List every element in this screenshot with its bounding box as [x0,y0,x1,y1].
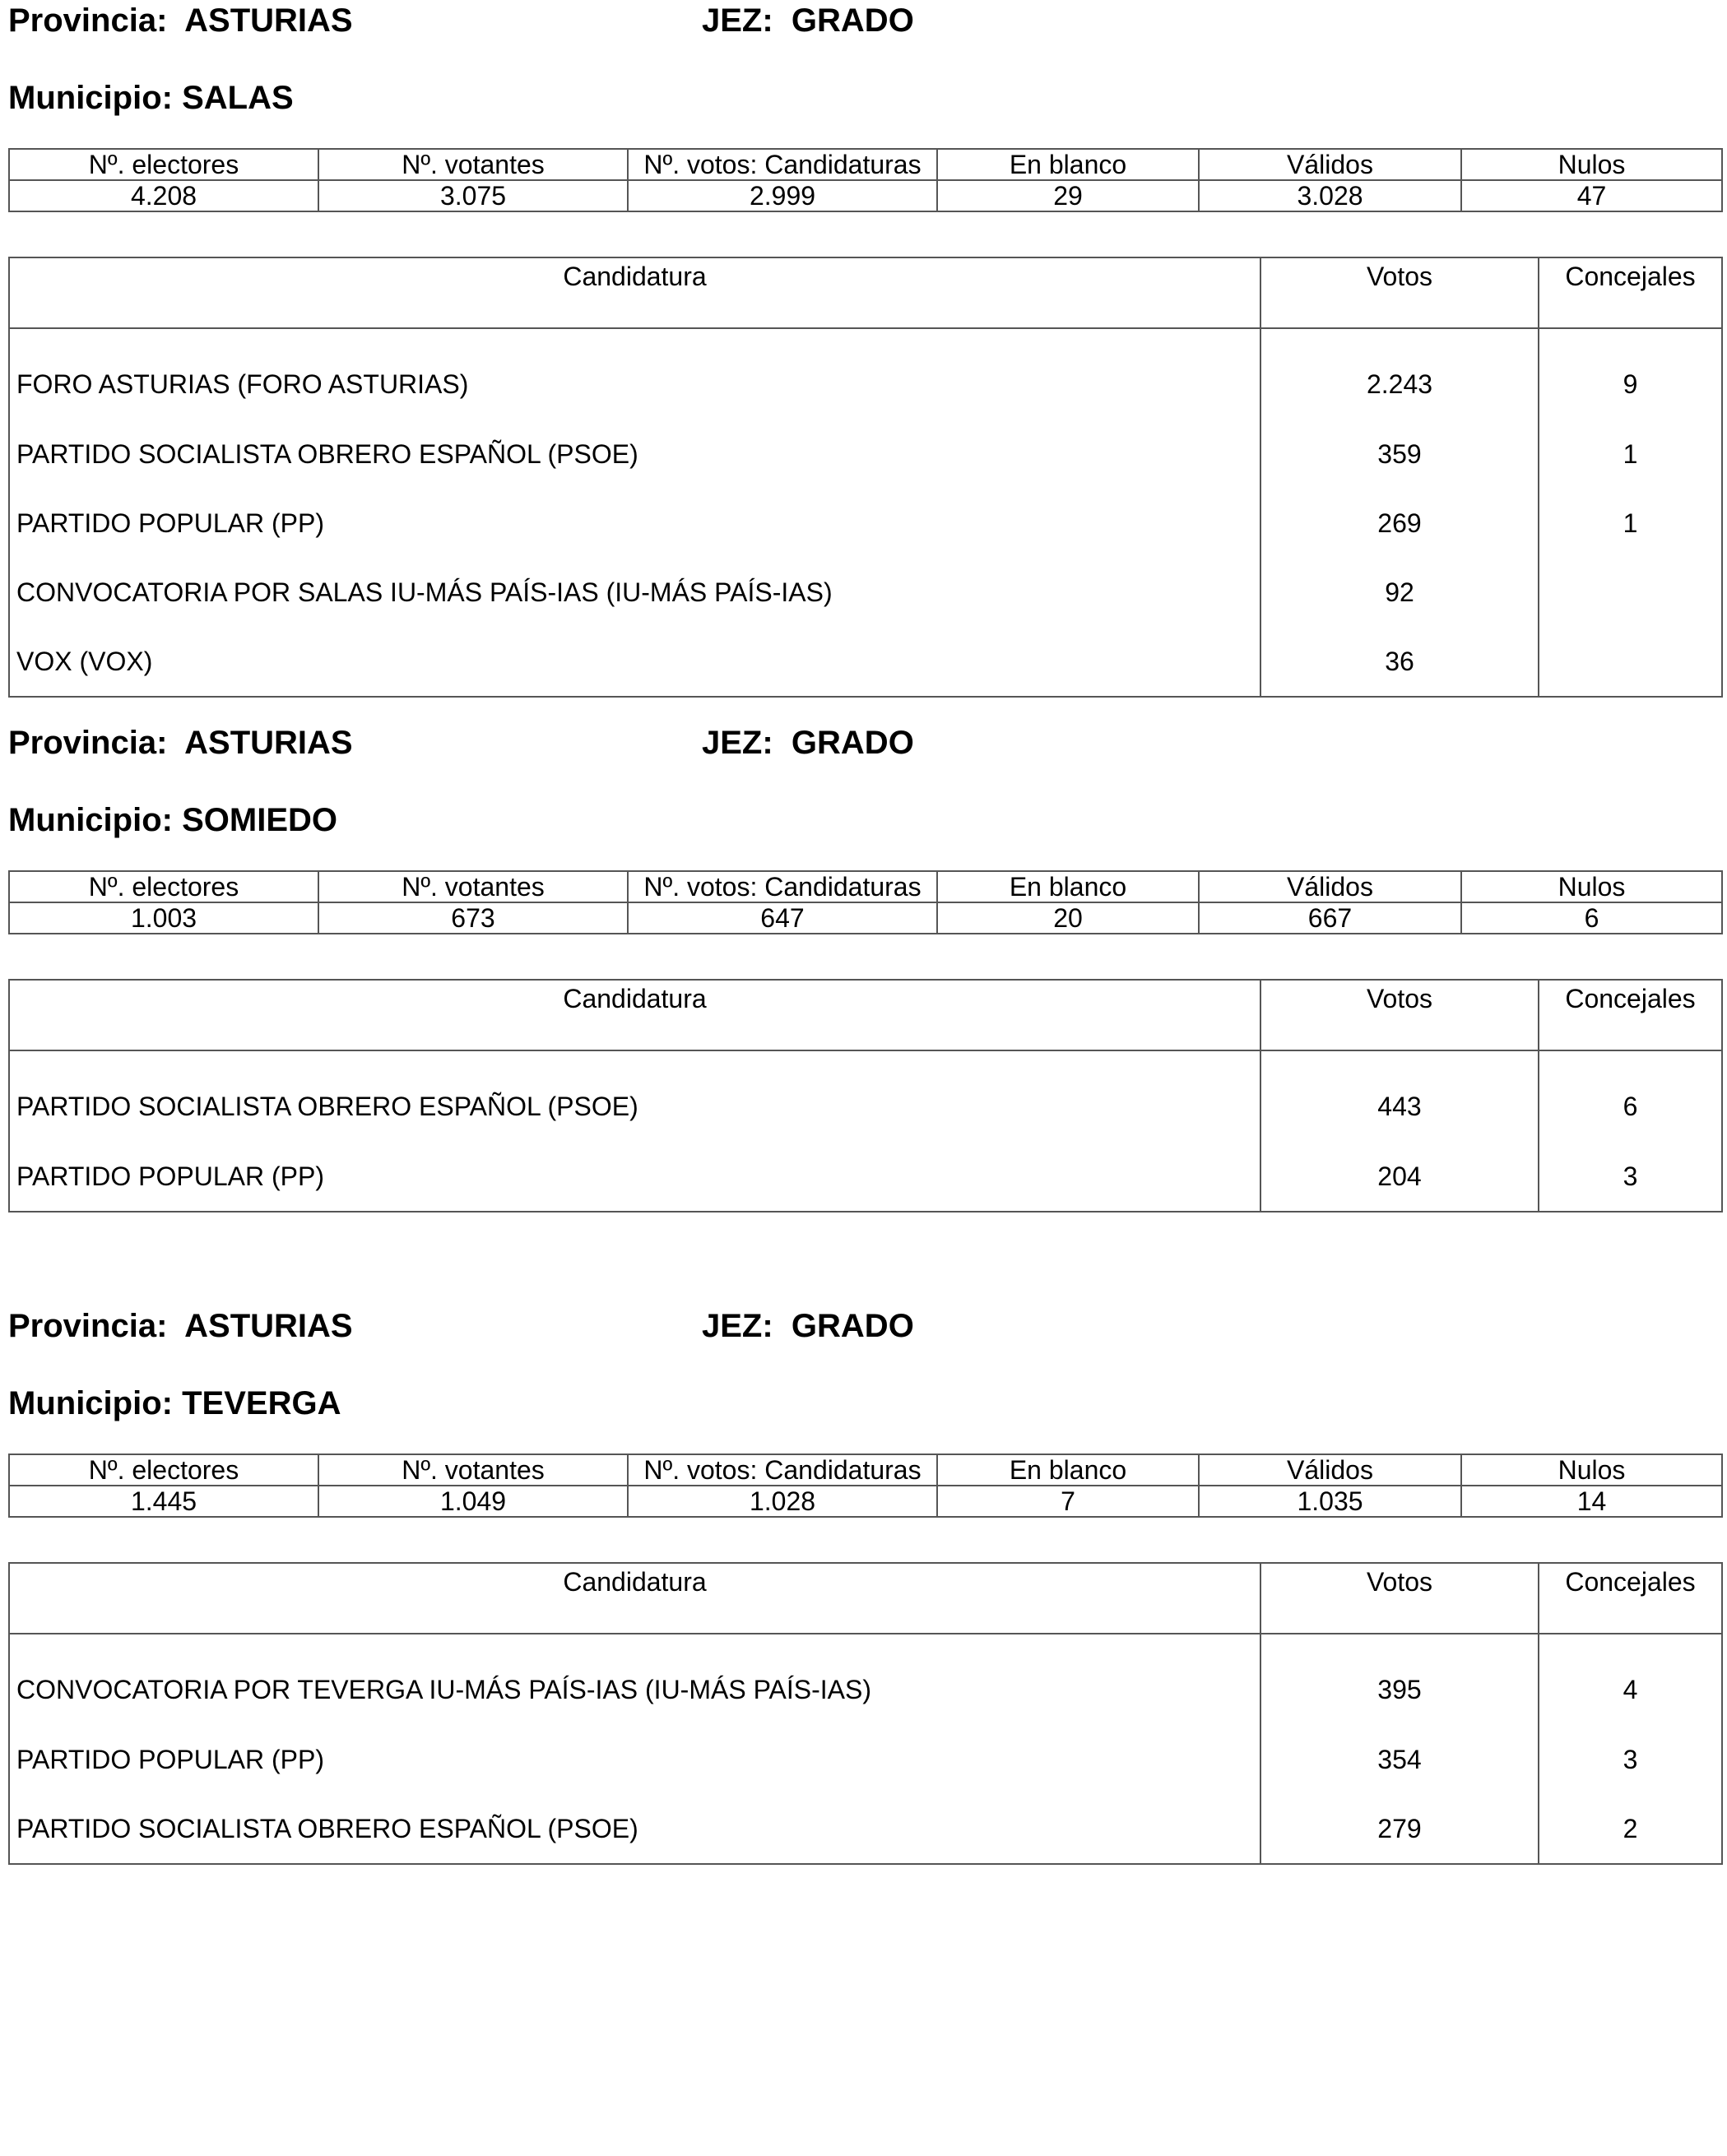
candidatura-concejales: 3 [1539,1725,1722,1794]
candidatura-votos: 92 [1260,558,1539,627]
stats-value-cell: 1.049 [318,1486,628,1517]
stats-header-cell: Nº. votantes [318,1454,628,1486]
provincia-value: ASTURIAS [184,725,353,761]
stats-header-cell: Válidos [1199,871,1461,902]
candidatura-name: FORO ASTURIAS (FORO ASTURIAS) [9,328,1260,420]
section-header [8,722,914,763]
stats-header-cell: Nº. votos: Candidaturas [628,149,937,180]
candidatura-row [9,420,1722,489]
stats-value-cell: 667 [1199,902,1461,934]
stats-value-row [9,180,1722,211]
candidaturas-header-cell: Votos [1260,980,1539,1050]
stats-table [8,870,1723,934]
stats-value-cell: 47 [1461,180,1722,211]
stats-header-cell: Nº. electores [9,149,318,180]
candidaturas-header-cell: Candidatura [9,1563,1260,1634]
stats-value-cell: 3.075 [318,180,628,211]
candidaturas-header-cell: Candidatura [9,980,1260,1050]
stats-header-cell: Nº. votantes [318,149,628,180]
municipio-label: Municipio: [8,80,173,116]
candidatura-concejales [1539,627,1722,697]
candidatura-row [9,558,1722,627]
stats-value-cell: 14 [1461,1486,1722,1517]
candidaturas-header-cell: Votos [1260,257,1539,328]
candidatura-row [9,1725,1722,1794]
candidatura-concejales: 1 [1539,420,1722,489]
provincia-label: Provincia: [8,2,168,39]
candidaturas-table [8,979,1723,1212]
stats-header-row [9,871,1722,902]
candidatura-votos: 204 [1260,1142,1539,1212]
candidatura-votos: 279 [1260,1794,1539,1864]
stats-header-cell: Nulos [1461,871,1722,902]
municipio-value: SALAS [182,80,294,116]
candidaturas-header-cell: Candidatura [9,257,1260,328]
municipio-label: Municipio: [8,802,173,838]
candidatura-name: PARTIDO SOCIALISTA OBRERO ESPAÑOL (PSOE) [9,420,1260,489]
candidatura-votos: 359 [1260,420,1539,489]
jez-group [702,722,914,763]
candidatura-votos: 2.243 [1260,328,1539,420]
candidatura-votos: 395 [1260,1634,1539,1725]
candidatura-row [9,328,1722,420]
provincia-value: ASTURIAS [184,1308,353,1344]
stats-value-cell: 1.445 [9,1486,318,1517]
stats-value-cell: 673 [318,902,628,934]
jez-value: GRADO [791,725,914,761]
stats-header-cell: En blanco [937,149,1199,180]
stats-value-cell: 3.028 [1199,180,1461,211]
stats-value-cell: 647 [628,902,937,934]
candidaturas-header-cell: Concejales [1539,257,1722,328]
municipio-label: Municipio: [8,1385,173,1421]
candidatura-name: VOX (VOX) [9,627,1260,697]
municipio-title [8,1383,341,1424]
candidatura-name: PARTIDO SOCIALISTA OBRERO ESPAÑOL (PSOE) [9,1050,1260,1142]
section-header [8,0,914,41]
candidatura-name: PARTIDO POPULAR (PP) [9,1142,1260,1212]
stats-header-cell: Nº. votantes [318,871,628,902]
jez-group [702,0,914,41]
stats-value-cell: 7 [937,1486,1199,1517]
stats-header-cell: Válidos [1199,149,1461,180]
jez-group [702,1305,914,1347]
candidatura-concejales: 3 [1539,1142,1722,1212]
stats-value-cell: 1.035 [1199,1486,1461,1517]
municipio-title [8,800,337,841]
stats-value-cell: 4.208 [9,180,318,211]
stats-header-row [9,149,1722,180]
jez-label: JEZ: [702,725,773,761]
candidatura-name: PARTIDO POPULAR (PP) [9,489,1260,558]
jez-label: JEZ: [702,1308,773,1344]
candidatura-row [9,1634,1722,1725]
stats-header-cell: Nº. votos: Candidaturas [628,871,937,902]
stats-value-row [9,1486,1722,1517]
candidatura-name: CONVOCATORIA POR SALAS IU-MÁS PAÍS-IAS (IU-MÁS PAÍS-IAS) [9,558,1260,627]
stats-value-cell: 1.028 [628,1486,937,1517]
candidaturas-header-cell: Concejales [1539,980,1722,1050]
stats-table [8,148,1723,212]
candidatura-row [9,489,1722,558]
stats-header-cell: En blanco [937,871,1199,902]
provincia-value: ASTURIAS [184,2,353,39]
candidatura-row [9,1794,1722,1864]
candidatura-concejales [1539,558,1722,627]
candidatura-name: CONVOCATORIA POR TEVERGA IU-MÁS PAÍS-IAS (IU-MÁS PAÍS-IAS) [9,1634,1260,1725]
stats-table [8,1454,1723,1518]
candidaturas-header-row [9,1563,1722,1634]
stats-value-cell: 2.999 [628,180,937,211]
stats-value-cell: 1.003 [9,902,318,934]
candidatura-name: PARTIDO SOCIALISTA OBRERO ESPAÑOL (PSOE) [9,1794,1260,1864]
candidatura-row [9,1050,1722,1142]
stats-value-cell: 6 [1461,902,1722,934]
municipio-value: SOMIEDO [182,802,337,838]
stats-header-cell: Nulos [1461,1454,1722,1486]
stats-header-cell: Nº. electores [9,1454,318,1486]
jez-value: GRADO [791,1308,914,1344]
stats-header-cell: Nº. electores [9,871,318,902]
candidatura-concejales: 9 [1539,328,1722,420]
candidaturas-header-cell: Concejales [1539,1563,1722,1634]
stats-value-cell: 29 [937,180,1199,211]
candidatura-concejales: 6 [1539,1050,1722,1142]
stats-header-cell: En blanco [937,1454,1199,1486]
stats-header-cell: Válidos [1199,1454,1461,1486]
provincia-label: Provincia: [8,725,168,761]
candidatura-votos: 269 [1260,489,1539,558]
stats-value-row [9,902,1722,934]
jez-label: JEZ: [702,2,773,39]
candidaturas-table [8,1562,1723,1865]
candidaturas-header-cell: Votos [1260,1563,1539,1634]
candidaturas-header-row [9,257,1722,328]
candidatura-votos: 443 [1260,1050,1539,1142]
municipio-title [8,77,294,118]
stats-header-row [9,1454,1722,1486]
candidaturas-table [8,257,1723,698]
candidatura-votos: 354 [1260,1725,1539,1794]
candidatura-concejales: 2 [1539,1794,1722,1864]
section-header [8,1305,914,1347]
candidatura-concejales: 1 [1539,489,1722,558]
stats-value-cell: 20 [937,902,1199,934]
candidatura-votos: 36 [1260,627,1539,697]
candidatura-row [9,627,1722,697]
candidatura-row [9,1142,1722,1212]
candidatura-concejales: 4 [1539,1634,1722,1725]
provincia-label: Provincia: [8,1308,168,1344]
stats-header-cell: Nulos [1461,149,1722,180]
jez-value: GRADO [791,2,914,39]
municipio-value: TEVERGA [182,1385,341,1421]
stats-header-cell: Nº. votos: Candidaturas [628,1454,937,1486]
candidaturas-header-row [9,980,1722,1050]
candidatura-name: PARTIDO POPULAR (PP) [9,1725,1260,1794]
